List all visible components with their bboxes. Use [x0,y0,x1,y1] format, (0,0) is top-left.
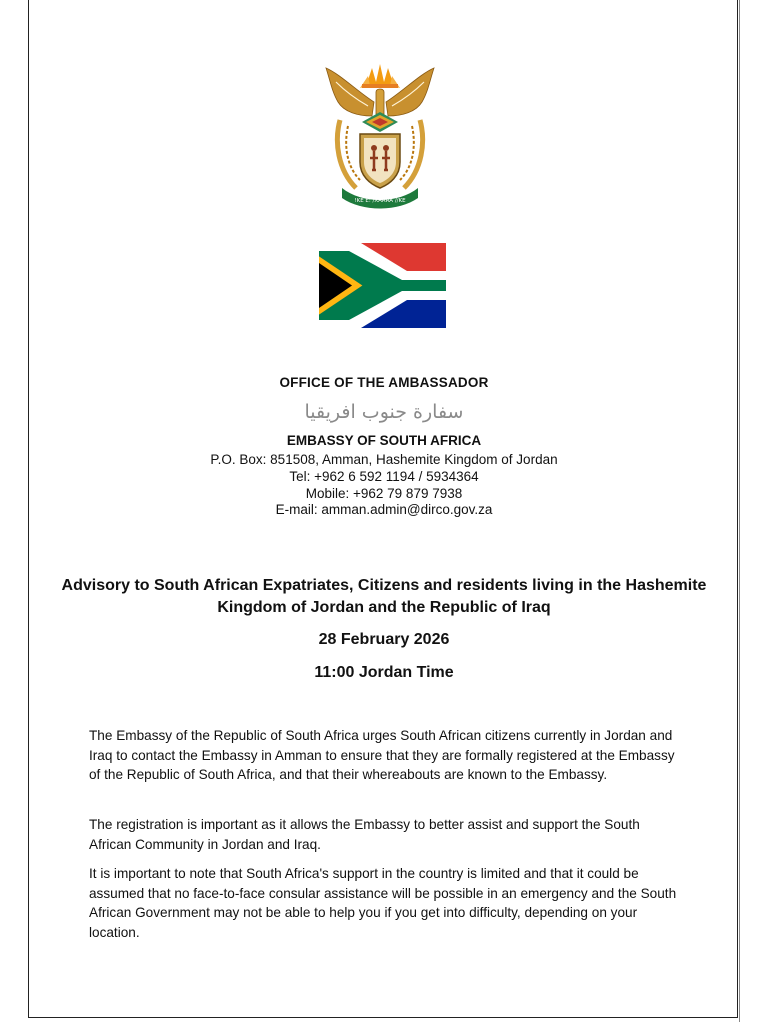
coat-of-arms-emblem [322,62,438,210]
body-paragraph-2: The registration is important as it allows the Embassy to better assist and support the South African Community in Jordan and Iraq. [89,817,640,852]
advisory-time: 11:00 Jordan Time [314,664,454,681]
body-paragraph-3: It is important to note that South Africa's support in the country is limited and that it could be assumed that no face-to-face consular assistance will be possible in an emergency and the South African Government may not be able to help you if you get into difficulty, depending on your location. [89,866,677,941]
email-address: E-mail: amman.admin@dirco.gov.za [275,502,493,517]
body-paragraph-1: The Embassy of the Republic of South Africa urges South African citizens currently in Jordan and Iraq to contact the Embassy in Amman to ensure that they are formally registered at the Embassy of the Republic of South Africa, and that their whereabouts are known to the Embassy. [89,728,675,783]
advisory-title: Advisory to South African Expatriates, Citizens and residents living in the Hashemite Kingdom of Jordan and the Republic of Iraq [61,577,707,616]
embassy-name: EMBASSY OF SOUTH AFRICA [286,433,482,448]
mobile-number: Mobile: +962 79 879 7938 [305,486,463,501]
telephone-number: Tel: +962 6 592 1194 / 5934364 [289,469,479,484]
advisory-date: 28 February 2026 [318,631,450,648]
embassy-name-arabic: سفارة جنوب افريقيا [304,401,464,423]
postal-address: P.O. Box: 851508, Amman, Hashemite Kingdom of Jordan [210,452,558,467]
coat-of-arms-motto: !KE E: /XARRA //KE [354,198,406,204]
south-african-flag-icon [319,243,446,328]
rising-sun-icon [360,64,400,88]
office-title: OFFICE OF THE AMBASSADOR [279,375,489,390]
shield-icon [360,134,400,188]
